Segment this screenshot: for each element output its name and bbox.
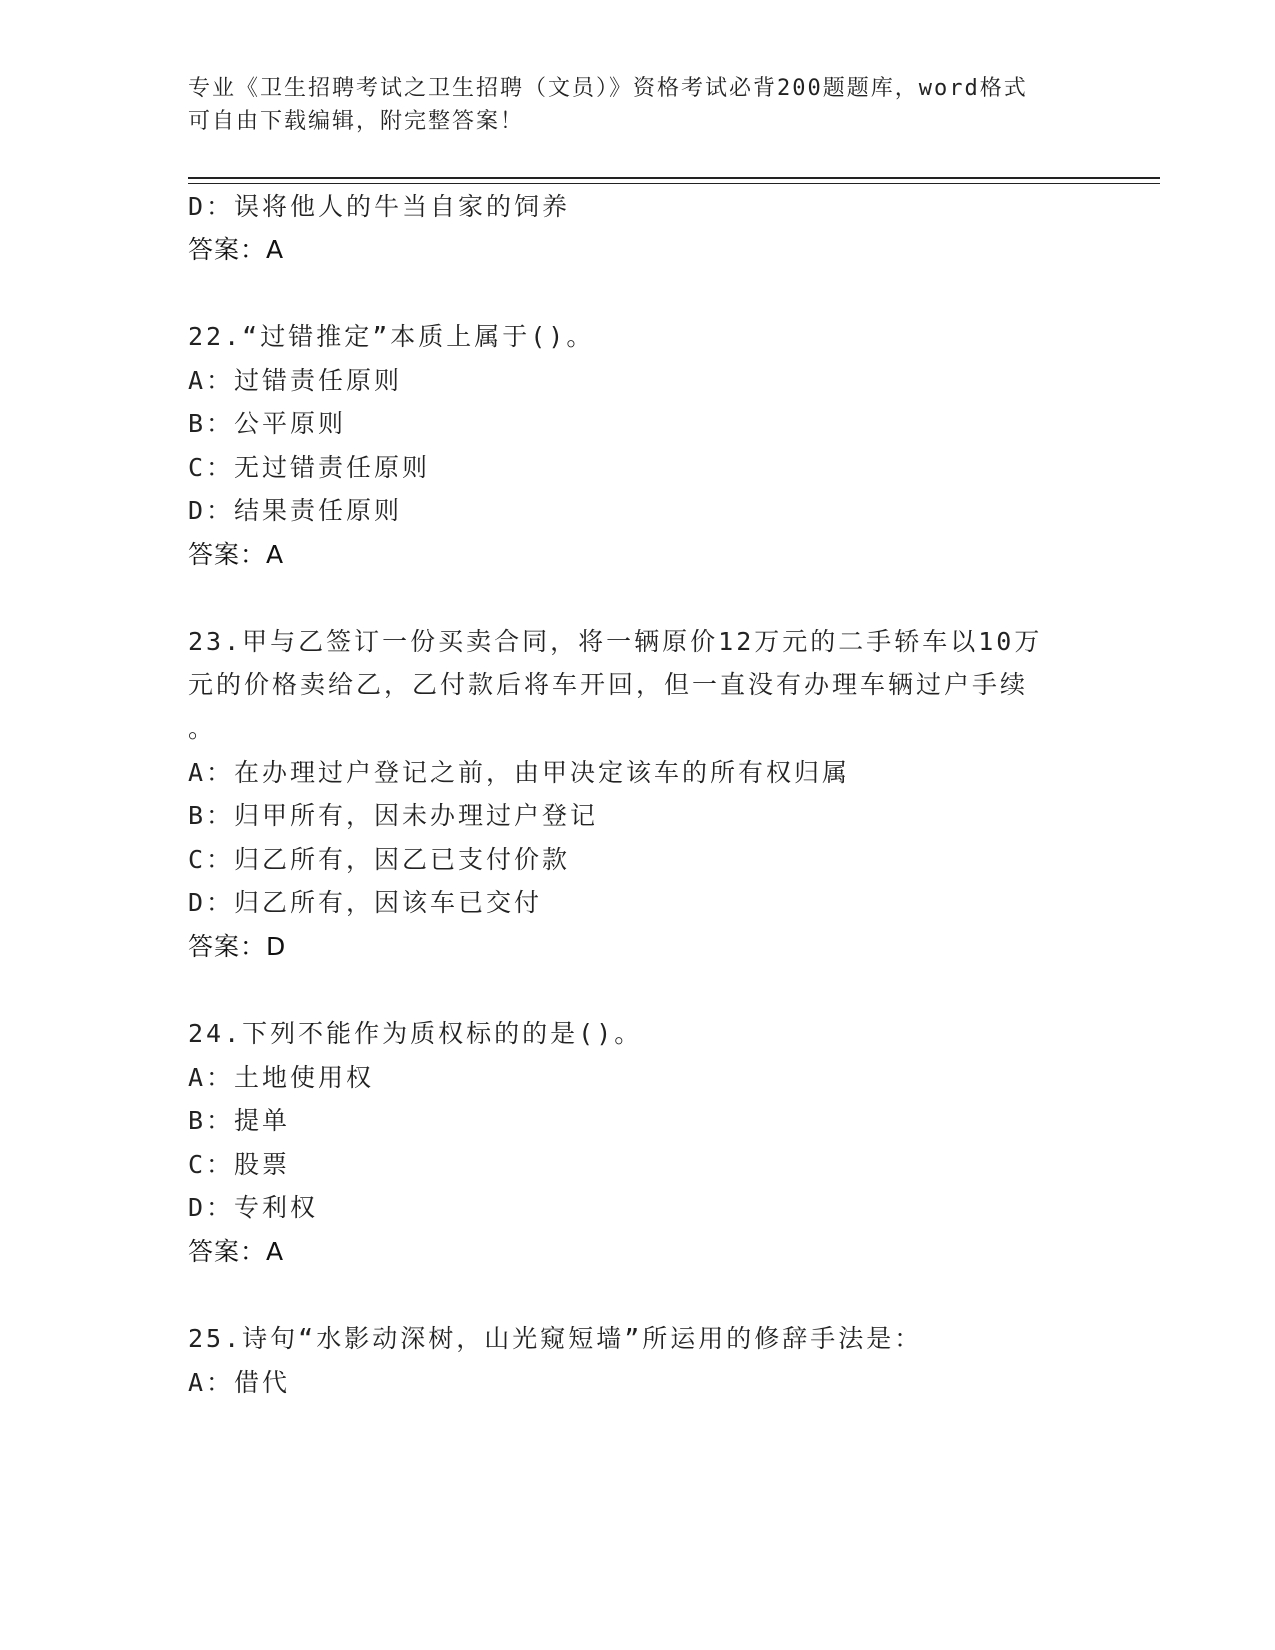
- q22-option-d: D：结果责任原则: [188, 496, 403, 525]
- q24-option-c: C：股票: [188, 1150, 291, 1179]
- q24-option-a: A：土地使用权: [188, 1063, 375, 1092]
- q23-stem-line-3: 。: [188, 714, 217, 743]
- q22-stem: 22.“过错推定”本质上属于()。: [188, 322, 595, 351]
- prev-answer: 答案：A: [188, 235, 285, 264]
- q24-option-d: D：专利权: [188, 1193, 319, 1222]
- q23-stem-line-1: 23.甲与乙签订一份买卖合同，将一辆原价12万元的二手轿车以10万: [188, 627, 1043, 656]
- q24-option-b: B：提单: [188, 1106, 291, 1135]
- q23-option-b: B：归甲所有，因未办理过户登记: [188, 801, 599, 830]
- header-line-2: 可自由下载编辑，附完整答案！: [188, 109, 525, 134]
- q22-option-b: B：公平原则: [188, 409, 347, 438]
- q22-answer: 答案：A: [188, 540, 285, 569]
- header-line-1: 专业《卫生招聘考试之卫生招聘（文员）》资格考试必背200题题库，word格式: [188, 76, 1028, 101]
- q25-stem: 25.诗句“水影动深树，山光窥短墙”所运用的修辞手法是：: [188, 1324, 923, 1353]
- header-divider-thick: [188, 177, 1160, 179]
- q23-stem-line-2: 元的价格卖给乙，乙付款后将车开回，但一直没有办理车辆过户手续: [188, 670, 1029, 699]
- q24-stem: 24.下列不能作为质权标的的是()。: [188, 1019, 643, 1048]
- document-header: [188, 72, 1068, 138]
- q22-option-c: C：无过错责任原则: [188, 453, 431, 482]
- q24-answer: 答案：A: [188, 1237, 285, 1266]
- prev-option-d: D：误将他人的牛当自家的饲养: [188, 192, 571, 221]
- q23-option-c: C：归乙所有，因乙已支付价款: [188, 845, 571, 874]
- q25-option-a: A：借代: [188, 1368, 291, 1397]
- q23-answer: 答案：D: [188, 932, 287, 961]
- header-divider-thin: [188, 183, 1160, 184]
- q23-option-d: D：归乙所有，因该车已交付: [188, 888, 543, 917]
- q22-option-a: A：过错责任原则: [188, 366, 403, 395]
- q23-option-a: A：在办理过户登记之前，由甲决定该车的所有权归属: [188, 758, 851, 787]
